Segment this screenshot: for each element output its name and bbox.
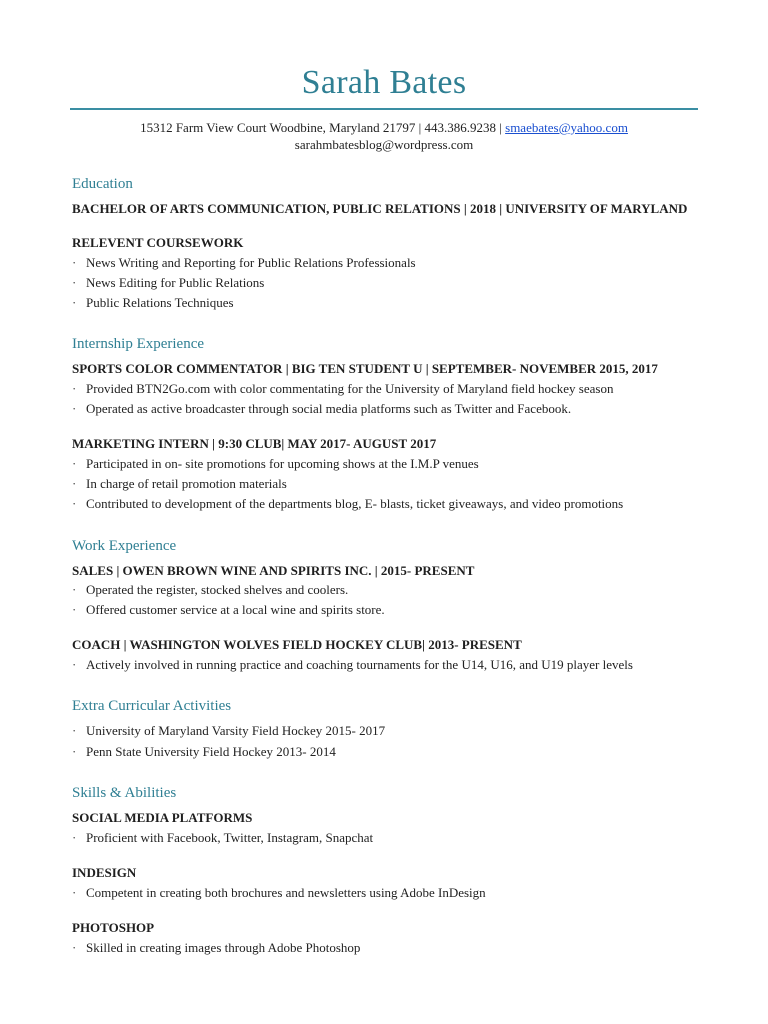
bullet-icon: · [72, 723, 77, 738]
bullet-icon: · [72, 602, 77, 617]
skill-heading: INDESIGN [72, 865, 137, 880]
section-title-skills: Skills & Abilities [72, 785, 177, 801]
degree-heading: BACHELOR OF ARTS COMMUNICATION, PUBLIC RELATIONS | 2018 | UNIVERSITY OF MARYLAND [72, 201, 688, 216]
bullet-icon: · [72, 940, 77, 955]
list-item: · Penn State University Field Hockey 2013- 2014 [72, 744, 336, 759]
bullet-icon: · [72, 582, 77, 597]
email-link[interactable]: smaebates@yahoo.com [505, 120, 628, 135]
list-item: · Actively involved in running practice and coaching tournaments for the U14, U16, and U19 player levels [72, 657, 633, 672]
list-item: · Public Relations Techniques [72, 295, 234, 310]
job-heading: SALES | OWEN BROWN WINE AND SPIRITS INC. | 2015- PRESENT [72, 563, 475, 578]
list-item: · In charge of retail promotion materials [72, 476, 287, 491]
bullet-icon: · [72, 476, 77, 491]
list-item: · Competent in creating both brochures and newsletters using Adobe InDesign [72, 885, 486, 900]
contact-line [0, 120, 768, 136]
bullet-icon: · [72, 456, 77, 471]
header-rule [70, 108, 698, 110]
list-item: · Provided BTN2Go.com with color commentating for the University of Maryland field hockey season [72, 381, 614, 396]
list-item: · News Writing and Reporting for Public Relations Professionals [72, 255, 416, 270]
list-item: · News Editing for Public Relations [72, 275, 265, 290]
list-item: · Operated the register, stocked shelves and coolers. [72, 582, 349, 597]
list-item: · Proficient with Facebook, Twitter, Instagram, Snapchat [72, 830, 374, 845]
list-item: · Skilled in creating images through Adobe Photoshop [72, 940, 361, 955]
list-item: · University of Maryland Varsity Field Hockey 2015- 2017 [72, 723, 386, 738]
bullet-icon: · [72, 496, 77, 511]
skill-heading: PHOTOSHOP [72, 920, 155, 935]
bullet-icon: · [72, 657, 77, 672]
section-title-internship: Internship Experience [72, 336, 205, 352]
bullet-icon: · [72, 295, 77, 310]
bullet-icon: · [72, 744, 77, 759]
bullet-icon: · [72, 381, 77, 396]
coursework-heading: RELEVENT COURSEWORK [72, 235, 244, 250]
section-title-work: Work Experience [72, 538, 177, 554]
job-heading: MARKETING INTERN | 9:30 CLUB| MAY 2017- AUGUST 2017 [72, 436, 437, 451]
bullet-icon: · [72, 401, 77, 416]
list-item: · Offered customer service at a local wine and spirits store. [72, 602, 385, 617]
job-heading: SPORTS COLOR COMMENTATOR | BIG TEN STUDENT U | SEPTEMBER- NOVEMBER 2015, 2017 [72, 361, 658, 376]
list-item: · Contributed to development of the departments blog, E- blasts, ticket giveaways, and video promotions [72, 496, 624, 511]
bullet-icon: · [72, 885, 77, 900]
contact-address-phone: 15312 Farm View Court Woodbine, Maryland 21797 | 443.386.9238 | [140, 120, 506, 135]
resume-name: Sarah Bates [301, 64, 467, 101]
bullet-icon: · [72, 255, 77, 270]
list-item: · Operated as active broadcaster through social media platforms such as Twitter and Facebook. [72, 401, 572, 416]
section-title-education: Education [72, 176, 133, 192]
skill-heading: SOCIAL MEDIA PLATFORMS [72, 810, 253, 825]
bullet-icon: · [72, 830, 77, 845]
bullet-icon: · [72, 275, 77, 290]
list-item: · Participated in on- site promotions for upcoming shows at the I.M.P venues [72, 456, 479, 471]
blog-address: sarahmbatesblog@wordpress.com [294, 137, 474, 152]
job-heading: COACH | WASHINGTON WOLVES FIELD HOCKEY CLUB| 2013- PRESENT [72, 637, 522, 652]
section-title-extra: Extra Curricular Activities [72, 698, 232, 714]
